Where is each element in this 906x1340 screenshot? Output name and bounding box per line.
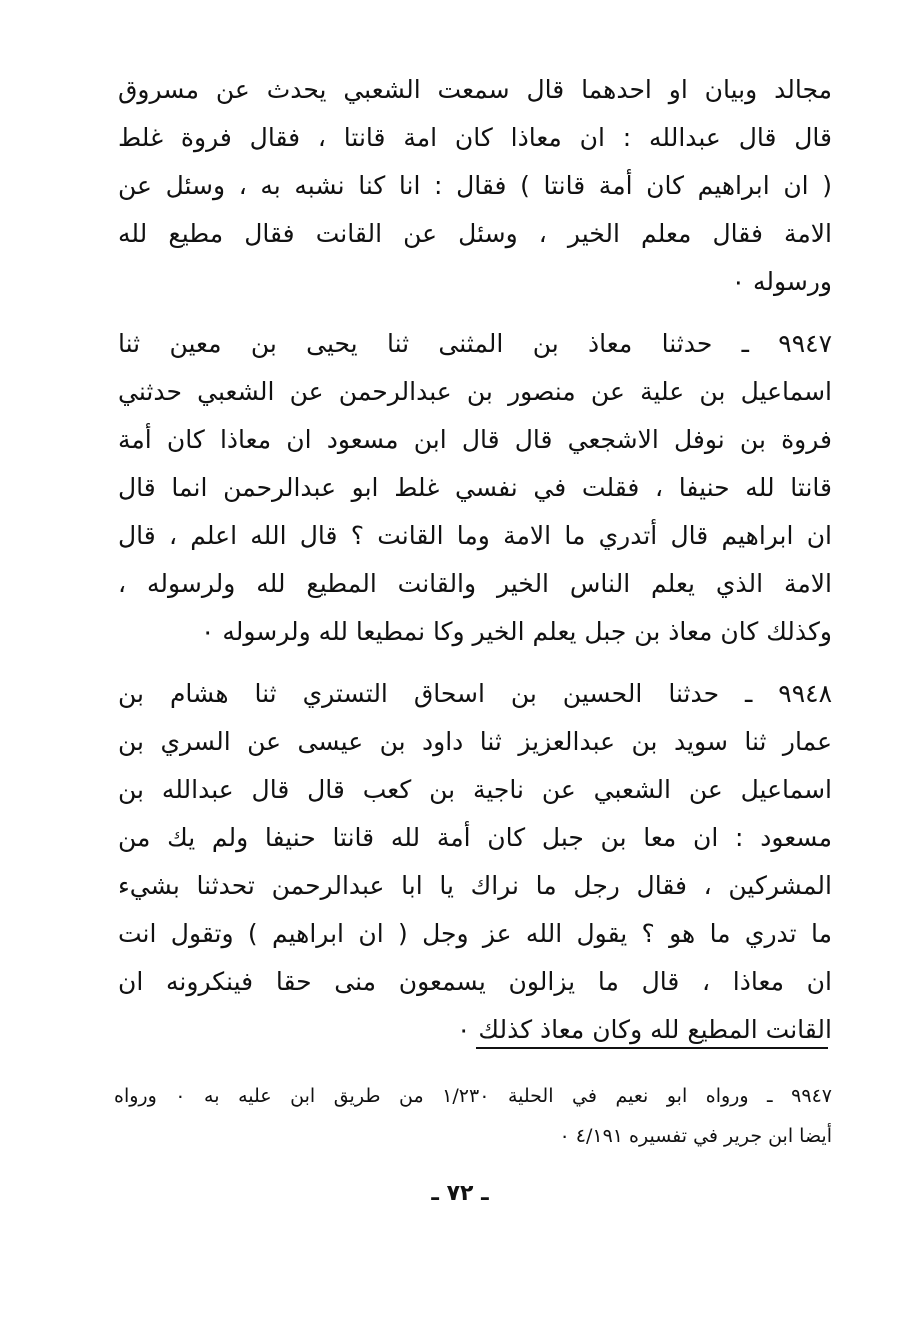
text-line: ما تدري ما هو ؟ يقول الله عز وجل ( ان ابراهيم ) وتقول انت [118, 919, 832, 948]
text-line: ان ابراهيم قال أتدري ما الامة وما القانت ؟ قال الله اعلم ، قال [118, 521, 832, 550]
footnote-divider [476, 1047, 828, 1049]
text-line: مسعود : ان معا بن جبل كان أمة لله قانتا حنيفا ولم يك من [118, 823, 832, 852]
text-line: عمار ثنا سويد بن عبدالعزيز ثنا داود بن عيسى عن السري بن [118, 727, 832, 756]
paragraph-hadith-9947 [118, 320, 832, 656]
text-line: ٩٩٤٨ ـ حدثنا الحسين بن اسحاق التستري ثنا هشام بن [118, 679, 832, 708]
text-line: المشركين ، فقال رجل ما نراك يا ابا عبدالرحمن تحدثنا بشيء [118, 871, 832, 900]
main-text [118, 66, 832, 1068]
footnote [114, 1076, 832, 1156]
text-line: قال قال عبدالله : ان معاذا كان امة قانتا ، فقال فروة غلط [118, 123, 832, 152]
text-line: ان معاذا ، قال ما يزالون يسمعون منى حقا فينكرونه ان [118, 967, 832, 996]
text-line: قانتا لله حنيفا ، فقلت في نفسي غلط ابو عبدالرحمن انما قال [118, 473, 832, 502]
footnote-line: ٩٩٤٧ ـ ورواه ابو نعيم في الحلية ١/٢٣٠ من طريق ابن عليه به ٠ ورواه [114, 1085, 832, 1107]
text-line: ورسوله ٠ [731, 267, 832, 296]
text-line: مجالد وبيان او احدهما قال سمعت الشعبي يحدث عن مسروق [118, 75, 832, 104]
paragraph-continuation [118, 66, 832, 306]
text-line: الامة الذي يعلم الناس الخير والقانت المطيع لله ولرسوله ، [118, 569, 832, 598]
text-line: اسماعيل عن الشعبي عن ناجية بن كعب قال قال عبدالله بن [118, 775, 832, 804]
text-line: الامة فقال معلم الخير ، وسئل عن القانت فقال مطيع لله [118, 219, 832, 248]
text-line: وكذلك كان معاذ بن جبل يعلم الخير وكا نمطيعا لله ولرسوله ٠ [200, 617, 832, 646]
text-line: فروة بن نوفل الاشجعي قال قال ابن مسعود ان معاذا كان أمة [118, 425, 832, 454]
page-number: ـ ٧٢ ـ [431, 1181, 489, 1206]
text-line: اسماعيل بن علية عن منصور بن عبدالرحمن عن الشعبي حدثني [118, 377, 832, 406]
text-line: ٩٩٤٧ ـ حدثنا معاذ بن المثنى ثنا يحيى بن معين ثنا [118, 329, 832, 358]
text-line: ( ان ابراهيم كان أمة قانتا ) فقال : انا كنا نشبه به ، وسئل عن [118, 171, 832, 200]
paragraph-hadith-9948 [118, 670, 832, 1054]
text-line: القانت المطيع لله وكان معاذ كذلك ٠ [457, 1015, 832, 1044]
footnote-line: أيضا ابن جرير في تفسيره ٤/١٩١ ٠ [559, 1125, 832, 1147]
